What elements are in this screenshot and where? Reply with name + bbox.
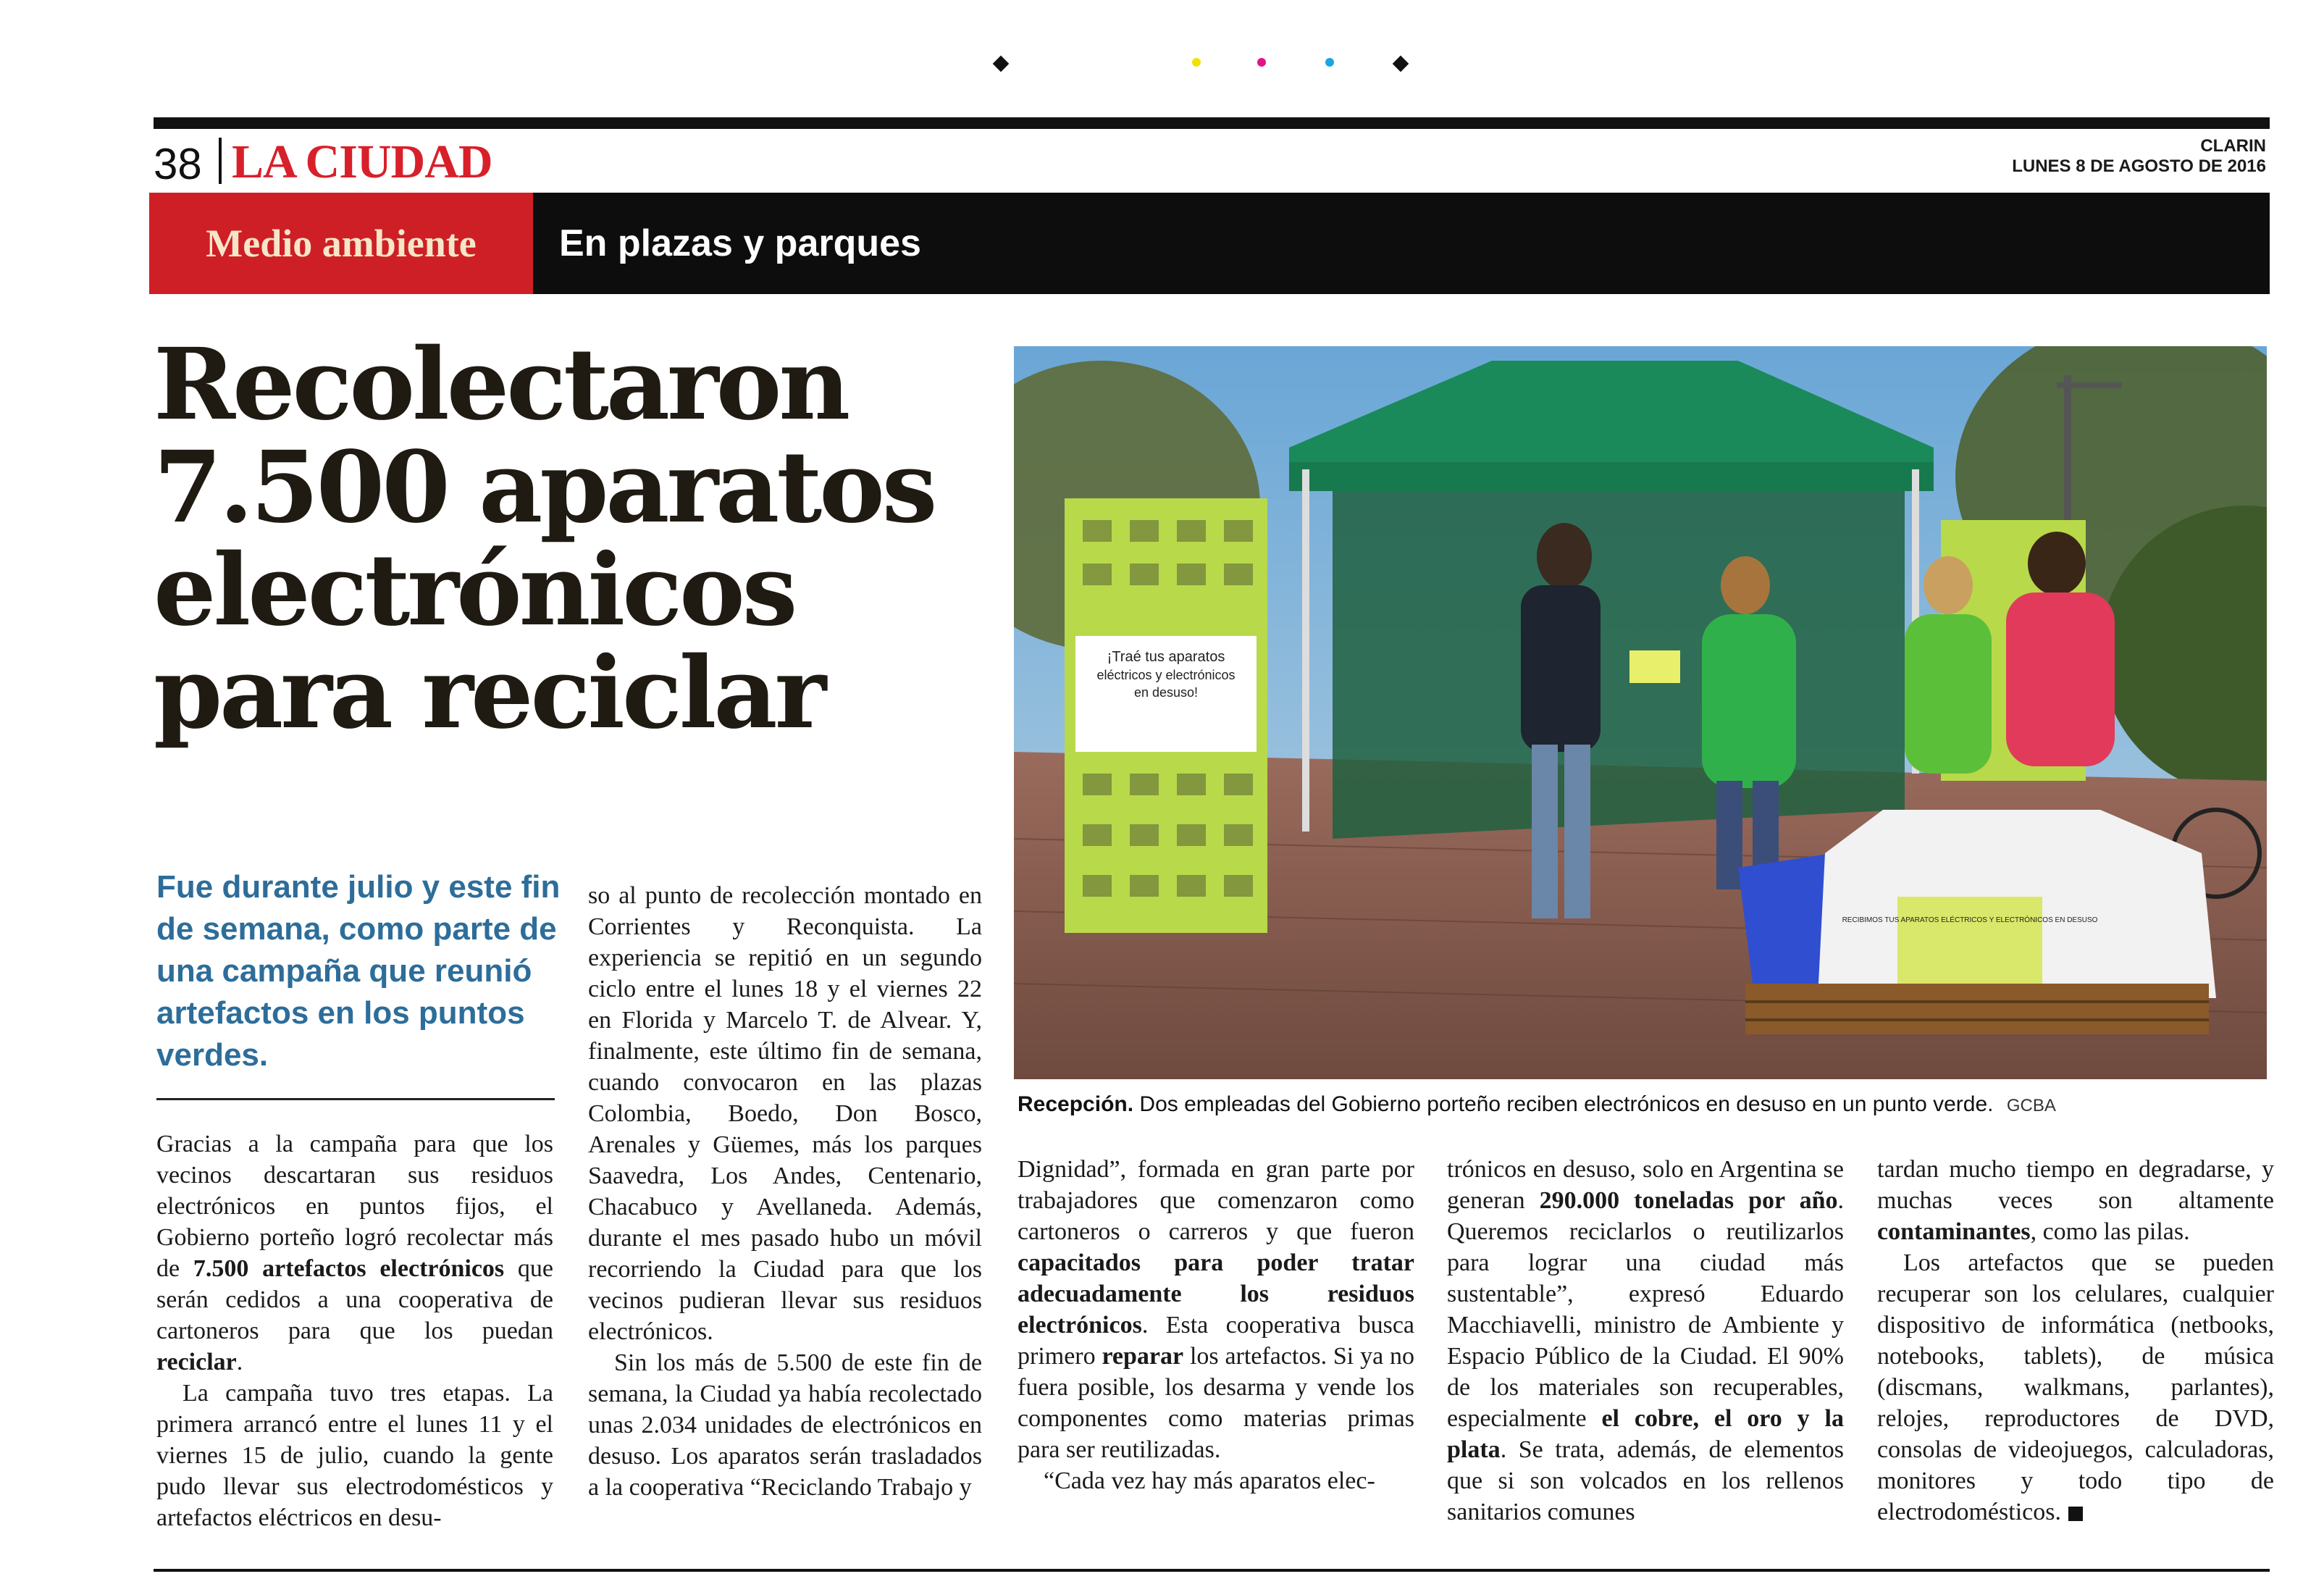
- tent-sign-line: ¡Traé tus aparatos: [1107, 649, 1225, 665]
- body-bold-text: reparar: [1102, 1343, 1184, 1370]
- topic-tag: [149, 193, 533, 294]
- bottom-rule: [154, 1569, 2270, 1572]
- body-paragraph: [1018, 1154, 1414, 1465]
- body-text: Gracias a la campaña para que los vecinos descartaran sus residuos electrónicos en puntos fijos, el Gobierno porteño logró recolectar más de: [156, 1131, 553, 1282]
- body-column-2: [588, 880, 982, 1503]
- body-paragraph: [156, 1128, 553, 1378]
- headline-line: 7.500 aparatos: [154, 430, 935, 545]
- body-bold-text: reciclar: [156, 1349, 237, 1375]
- topic-subtitle: En plazas y parques: [559, 222, 921, 264]
- page-number: 38: [154, 140, 202, 188]
- body-bold-text: 290.000 toneladas por año: [1539, 1187, 1838, 1214]
- body-paragraph: [1447, 1154, 1844, 1528]
- body-text: . Se trata, además, de elementos que si son volcados en los rellenos sanitarios comunes: [1447, 1436, 1844, 1525]
- article-photo: [1014, 346, 2267, 1079]
- body-bold-text: capacitados para poder tratar adecuadamente los residuos electrónicos: [1018, 1249, 1414, 1339]
- body-text: tardan mucho tiempo en degradarse, y muchas veces son altamente: [1877, 1156, 2274, 1214]
- topic-tag-label: Medio ambiente: [206, 222, 477, 265]
- body-paragraph: so al punto de recolección montado en Corrientes y Reconquista. La experiencia se repitió en un segundo ciclo entre el lunes 18 y el viernes 22 en Florida y Marcelo T. de Alvear. Y, finalmente, este último fin de semana, cuando convocaron en las plazas Colombia, Boedo, Don Bosco, Arenales y Güemes, más los parques Saavedra, Los Andes, Centenario, Chacabuco y Avellaneda. Además, durante el mes pasado hubo un móvil recorriendo la Ciudad para que los vecinos pudieran llevar sus residuos electrónicos.: [588, 882, 982, 1345]
- body-text: los artefactos. Si ya no fuera posible, los desarma y vende los componentes como materias primas para ser reutilizadas.: [1018, 1343, 1414, 1463]
- body-column-3: [1018, 1154, 1414, 1496]
- body-text: que serán cedidos a una cooperativa de cartoneros para que los puedan: [156, 1255, 554, 1344]
- end-of-article-mark: [2068, 1507, 2083, 1521]
- caption-text: Dos empleadas del Gobierno porteño reciben electrónicos en desuso en un punto verde.: [1139, 1092, 1994, 1116]
- deck-rule: [156, 1098, 555, 1100]
- body-bold-text: el cobre, el oro y la plata: [1447, 1405, 1844, 1463]
- body-column-1: [156, 1128, 553, 1533]
- body-text: Los artefactos que se pueden recuperar son los celulares, cualquier dispositivo de informática (netbooks, notebooks, tablets), de música (discmans, walkmans, parlantes), relojes, reproductores de DVD, consolas de videojuegos, calculadoras, monitores y todo tipo de electrodomésticos.: [1877, 1249, 2274, 1525]
- registration-mark-cyan: [1325, 58, 1334, 67]
- top-rule: [154, 117, 2270, 129]
- headline-line: para reciclar: [154, 635, 824, 751]
- newspaper-name: CLARIN: [2200, 136, 2266, 156]
- article-deck: Fue durante julio y este fin de semana, como parte de una campaña que reunió artefactos en los puntos verdes.: [156, 869, 561, 1073]
- article-headline: [154, 327, 965, 751]
- body-text: . Esta cooperativa busca primero: [1018, 1312, 1414, 1370]
- body-paragraph: Sin los más de 5.500 de este fin de semana, la Ciudad ya había recolectado unas 2.034 unidades de electrónicos en desuso. Los aparatos serán trasladados a la cooperativa “Reciclando Trabajo y: [588, 1349, 982, 1501]
- registration-mark-magenta: [1257, 58, 1266, 67]
- body-text: . Queremos reciclarlos o reutilizarlos para lograr una ciudad más sustentable”, expresó Eduardo Macchiavelli, ministro de Ambiente y Espacio Público de la Ciudad. El 90% de los materiales son recuperables, especialmente: [1447, 1187, 1844, 1432]
- tent-sign-line: eléctricos y electrónicos: [1096, 668, 1236, 682]
- body-bold-text: contaminantes: [1877, 1218, 2031, 1245]
- body-paragraph: [1877, 1247, 2274, 1528]
- box-sign-text: RECIBIMOS TUS APARATOS ELÉCTRICOS Y ELECTRÓNICOS EN DESUSO: [1842, 916, 2098, 924]
- body-text: .: [236, 1349, 243, 1375]
- caption-label: Recepción.: [1018, 1092, 1134, 1116]
- body-column-5: [1877, 1154, 2274, 1528]
- section-name: LA CIUDAD: [232, 135, 492, 188]
- headline-line: Recolectaron: [154, 327, 848, 443]
- registration-mark-black: [993, 56, 1010, 72]
- masthead-divider: [219, 138, 222, 184]
- body-paragraph: [1877, 1154, 2274, 1247]
- section-band: [149, 193, 2270, 294]
- body-paragraph: “Cada vez hay más aparatos elec-: [1044, 1467, 1375, 1494]
- publication-date: LUNES 8 DE AGOSTO DE 2016: [2012, 156, 2266, 176]
- registration-mark-yellow: [1192, 58, 1201, 67]
- photo-illustration: [1014, 346, 2267, 1079]
- tent-sign-line: en desuso!: [1133, 685, 1199, 700]
- body-text: Dignidad”, formada en gran parte por trabajadores que comenzaron como cartoneros o carreros y que fueron: [1018, 1156, 1414, 1245]
- registration-mark-black: [1393, 56, 1409, 72]
- body-text: trónicos en desuso, solo en Argentina se generan: [1447, 1156, 1844, 1214]
- photo-caption: [1018, 1092, 2270, 1117]
- headline-line: electrónicos: [154, 532, 795, 648]
- body-column-4: [1447, 1154, 1844, 1528]
- photo-credit: GCBA: [2006, 1096, 2056, 1115]
- body-bold-text: 7.500 artefactos electrónicos: [193, 1255, 505, 1282]
- body-paragraph: La campaña tuvo tres etapas. La primera arrancó entre el lunes 11 y el viernes 15 de julio, cuando la gente pudo llevar sus electrodomésticos y artefactos eléctricos en desu-: [156, 1380, 553, 1531]
- body-text: , como las pilas.: [2030, 1218, 2190, 1245]
